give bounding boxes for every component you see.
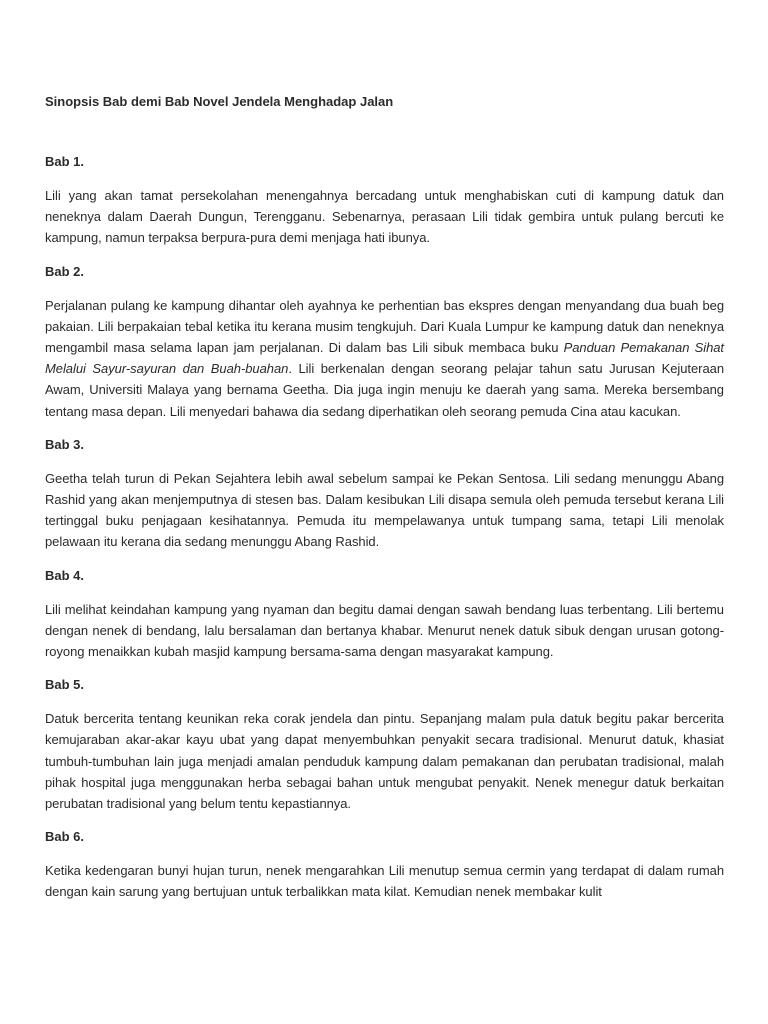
chapter-paragraph: Lili yang akan tamat persekolahan menengahnya bercadang untuk menghabiskan cuti di kampung datuk dan neneknya dalam Daerah Dungun, Terengganu. Sebenarnya, perasaan Lili tidak gembira untuk pulang bercuti ke kampung, namun terpaksa berpura-pura demi menjaga hati ibunya. [45,188,724,246]
chapter-heading: Bab 2. [45,263,85,279]
chapter-heading: Bab 1. [45,154,85,169]
chapter-section [45,827,724,902]
book-title: Panduan Pemakanan Sihat Melalui Sayur-sayuran dan Buah-buahan [45,340,724,377]
paragraph-text: . Lili berkenalan dengan seorang pelajar tahun satu Jurusan Kejuteraan Awam, Universiti Malaya yang bernama Geetha. Dia juga ingin menuju ke daerah yang sama. Mereka bersembang tentang masa depan. Lili menyedari bahawa dia sedang diperhatikan oleh seorang pemuda Cina atau kacukan. [45,361,724,419]
chapter-section [45,152,724,249]
paragraph-text: Perjalanan pulang ke kampung dihantar oleh ayahnya ke perhentian bas ekspres dengan menyandang dua buah beg pakaian. Lili berpakaian tebal ketika itu kerana musim tengkujuh. Dari Kuala Lumpur ke kampung datuk dan neneknya mengambil masa selama lapan jam perjalanan. Di dalam bas Lili sibuk membaca buku [45,297,724,356]
chapter-paragraph [45,295,724,422]
document-title: Sinopsis Bab demi Bab Novel Jendela Menghadap Jalan [45,94,394,109]
chapter-section [45,566,724,663]
chapter-section [45,675,724,814]
chapter-paragraph: Lili melihat keindahan kampung yang nyaman dan begitu damai dengan sawah bendang luas terbentang. Lili bertemu dengan nenek di bendang, lalu bersalaman dan bertanya khabar. Menurut nenek datuk sibuk dengan urusan gotong-royong menaikkan kubah masjid kampung bersama-sama dengan masyarakat kampung. [45,601,724,660]
chapter-section [45,435,724,553]
chapter-heading: Bab 3. [45,436,85,452]
chapter-heading: Bab 4. [45,567,85,583]
chapter-paragraph: Datuk bercerita tentang keunikan reka corak jendela dan pintu. Sepanjang malam pula datuk begitu pakar bercerita kemujaraban akar-akar kayu ubat yang dapat menyembuhkan penyakit secara tradisional. Menurut datuk, khasiat tumbuh-tumbuhan lain juga menjadi amalan penduduk kampung dalam pemakanan dan perubatan tradisional, malah pihak hospital juga menggunakan herba sebagai bahan untuk mengubat penyakit. Nenek menegur datuk berkaitan perubatan tradisional yang belum tentu kepastiannya. [45,711,724,812]
chapter-section [45,262,724,422]
chapter-paragraph: Ketika kedengaran bunyi hujan turun, nenek mengarahkan Lili menutup semua cermin yang terdapat di dalam rumah dengan kain sarung yang bertujuan untuk terbalikkan mata kilat. Kemudian nenek membakar kulit [45,863,724,900]
chapter-heading: Bab 5. [45,677,85,693]
chapter-heading: Bab 6. [45,829,85,845]
chapter-paragraph: Geetha telah turun di Pekan Sejahtera lebih awal sebelum sampai ke Pekan Sentosa. Lili sedang menunggu Abang Rashid yang akan menjemputnya di stesen bas. Dalam kesibukan Lili disapa semula oleh pemuda tersebut kerana Lili tertinggal buku penjagaan kesihatannya. Pemuda itu mempelawanya untuk tumpang sama, tetapi Lili menolak pelawaan itu kerana dia sedang menunggu Abang Rashid. [45,470,724,550]
